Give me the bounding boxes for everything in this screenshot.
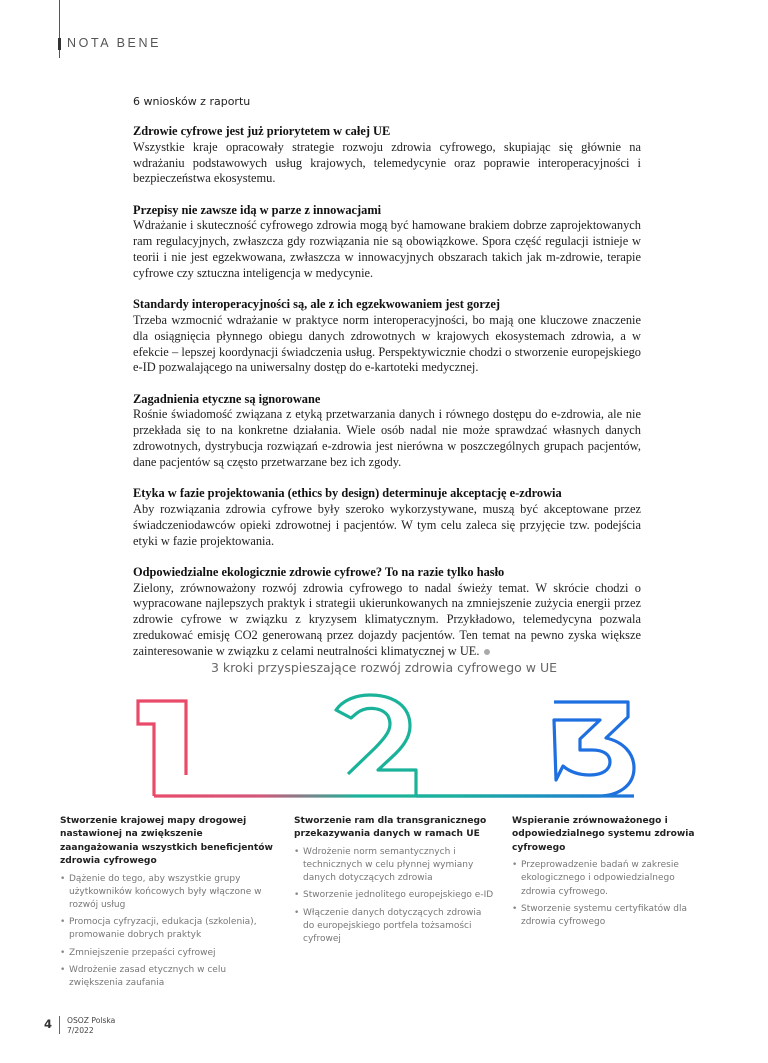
numeral-one-icon [138, 701, 186, 796]
finding-body: Wdrażanie i skuteczność cyfrowego zdrowia mogą być hamowane brakiem dobrze zaprojektowanych ram regulacyjnych, zwłaszcza gdy rozwiązania nie są obowiązkowe. Spora część regulacji istnieje w teorii i nie jest egzekwowana, zwłaszcza w innowacyjnych obszarach takich jak m-zdrowie, terapie cyfrowe czy sztuczna inteligencja w medycynie. [133, 218, 641, 280]
header-rule-mark [58, 38, 61, 50]
finding-body: Trzeba wzmocnić wdrażanie w praktyce norm interoperacyjności, bo mają one kluczowe znaczenie dla osiągnięcia płynnego obiegu danych zdrowotnych w krajowych ekosystemach zdrowia, a w efekcie – lepszej koordynacji świadczenia usług. Perspektywicznie chodzi o stworzenie europejskiego e-ID pozwalającego na uniwersalny dostęp do e-kartoteki medycznej. [133, 312, 641, 375]
step-heading: Wspieranie zrównoważonego i odpowiedzialnego systemu zdrowia cyfrowego [512, 816, 695, 853]
finding-body-wrap [133, 581, 641, 660]
numeral-three-icon [416, 702, 634, 796]
finding [133, 124, 641, 187]
report-title: 6 wniosków z raportu [133, 95, 251, 108]
footer-publication [67, 1016, 115, 1036]
finding-heading: Standardy interoperacyjności są, ale z ich egzekwowaniem jest gorzej [133, 297, 500, 312]
section-label: NOTA BENE [67, 36, 162, 50]
finding [133, 297, 641, 376]
finding-heading: Odpowiedzialne ekologicznie zdrowie cyfrowe? To na razie tylko hasło [133, 564, 505, 579]
step-heading: Stworzenie krajowej mapy drogowej nastawionej na zwiększenie zaangażowania wszystkich beneficjentów zdrowia cyfrowego [60, 816, 273, 867]
step-column-2 [294, 815, 494, 950]
step-bullet: • Dążenie do tego, aby wszystkie grupy użytkowników końcowych były włączone w rozwój usług [60, 873, 275, 913]
findings-list [133, 124, 641, 675]
finding-heading: Przepisy nie zawsze idą w parze z innowacjami [133, 202, 382, 217]
step-heading: Stworzenie ram dla transgranicznego przekazywania danych w ramach UE [294, 816, 487, 840]
finding-heading: Zdrowie cyfrowe jest już priorytetem w całej UE [133, 124, 391, 138]
finding [133, 203, 641, 282]
finding-body: Rośnie świadomość związana z etyką przetwarzania danych i równego dostępu do e-zdrowia, ale nie przekłada się to na konkretne działania. Wiele osób nadal nie może sprawdzać własnych danych zdrowotnych, dystrybucja rozwiązań e-zdrowia jest nierówna w poszczególnych grupach pacjentów, dane pacjentów są często przetwarzane bez ich zgody. [133, 407, 641, 469]
step-bullet: • Zmniejszenie przepaści cyfrowej [60, 947, 275, 960]
finding-body: Aby rozwiązania zdrowia cyfrowe były szeroko wykorzystywane, muszą być akceptowane przez świadczeniodawców opieki zdrowotnej i pacjentów. W tym celu zaleca się przyjęcie tzw. podejścia etyki w fazie projektowania. [133, 501, 641, 548]
step-column-3 [512, 815, 712, 933]
finding-heading: Etyka w fazie projektowania (ethics by design) determinuje akceptację e-zdrowia [133, 486, 562, 501]
step-bullet: • Stworzenie systemu certyfikatów dla zdrowia cyfrowego [512, 903, 712, 929]
end-of-article-dot [484, 649, 490, 655]
step-bullet: • Wdrożenie norm semantycznych i technicznych w celu płynnej wymiany danych dotyczących zdrowia [294, 846, 494, 886]
step-bullet: • Wdrożenie zasad etycznych w celu zwiększenia zaufania [60, 964, 275, 990]
step-bullets [60, 873, 275, 991]
publication-issue: 7/2022 [67, 1026, 94, 1035]
numeral-two-icon [336, 695, 416, 796]
step-bullet: • Promocja cyfryzacji, edukacja (szkolenia), promowanie dobrych praktyk [60, 916, 275, 942]
finding-body: Wszystkie kraje opracowały strategie rozwoju zdrowia cyfrowego, skupiając się głównie na wdrażaniu podstawowych usług krajowych, telemedycynie oraz poprawie interoperacyjności i bezpieczeństwa ekosystemu. [133, 139, 641, 186]
finding [133, 565, 641, 660]
finding-body: Zielony, zrównoważony rozwój zdrowia cyfrowego to nadal świeży temat. W skrócie chodzi o wypracowane najlepszych praktyk i strategii ukierunkowanych na zmniejszenie zużycia energii przez zdrowie cyfrowe w związku z kryzysem klimatycznym. Przykładowo, telemedycyna pozwala zredukować emisję CO2 generowaną przez dojazdy pacjentów. Ten temat na pewno zyska większe zainteresowanie w związku z celami neutralności klimatycznej w UE. [133, 580, 641, 658]
step-numerals-graphic [0, 680, 768, 805]
publication-name: OSOZ Polska [67, 1016, 116, 1025]
step-bullet: • Stworzenie jednolitego europejskiego e-ID [294, 889, 494, 902]
finding-heading: Zagadnienia etyczne są ignorowane [133, 391, 321, 406]
footer-divider [59, 1016, 60, 1034]
step-bullets [294, 846, 494, 946]
step-bullet: • Włączenie danych dotyczących zdrowia do europejskiego portfela tożsamości cyfrowej [294, 907, 494, 947]
step-bullet: • Przeprowadzenie badań w zakresie ekologicznego i odpowiedzialnego zdrowia cyfrowego. [512, 859, 712, 899]
steps-title: 3 kroki przyspieszające rozwój zdrowia cyfrowego w UE [210, 660, 558, 675]
finding [133, 392, 641, 471]
step-bullets [512, 859, 712, 929]
page-number: 4 [44, 1017, 53, 1031]
step-column-1 [60, 815, 275, 994]
finding [133, 486, 641, 549]
